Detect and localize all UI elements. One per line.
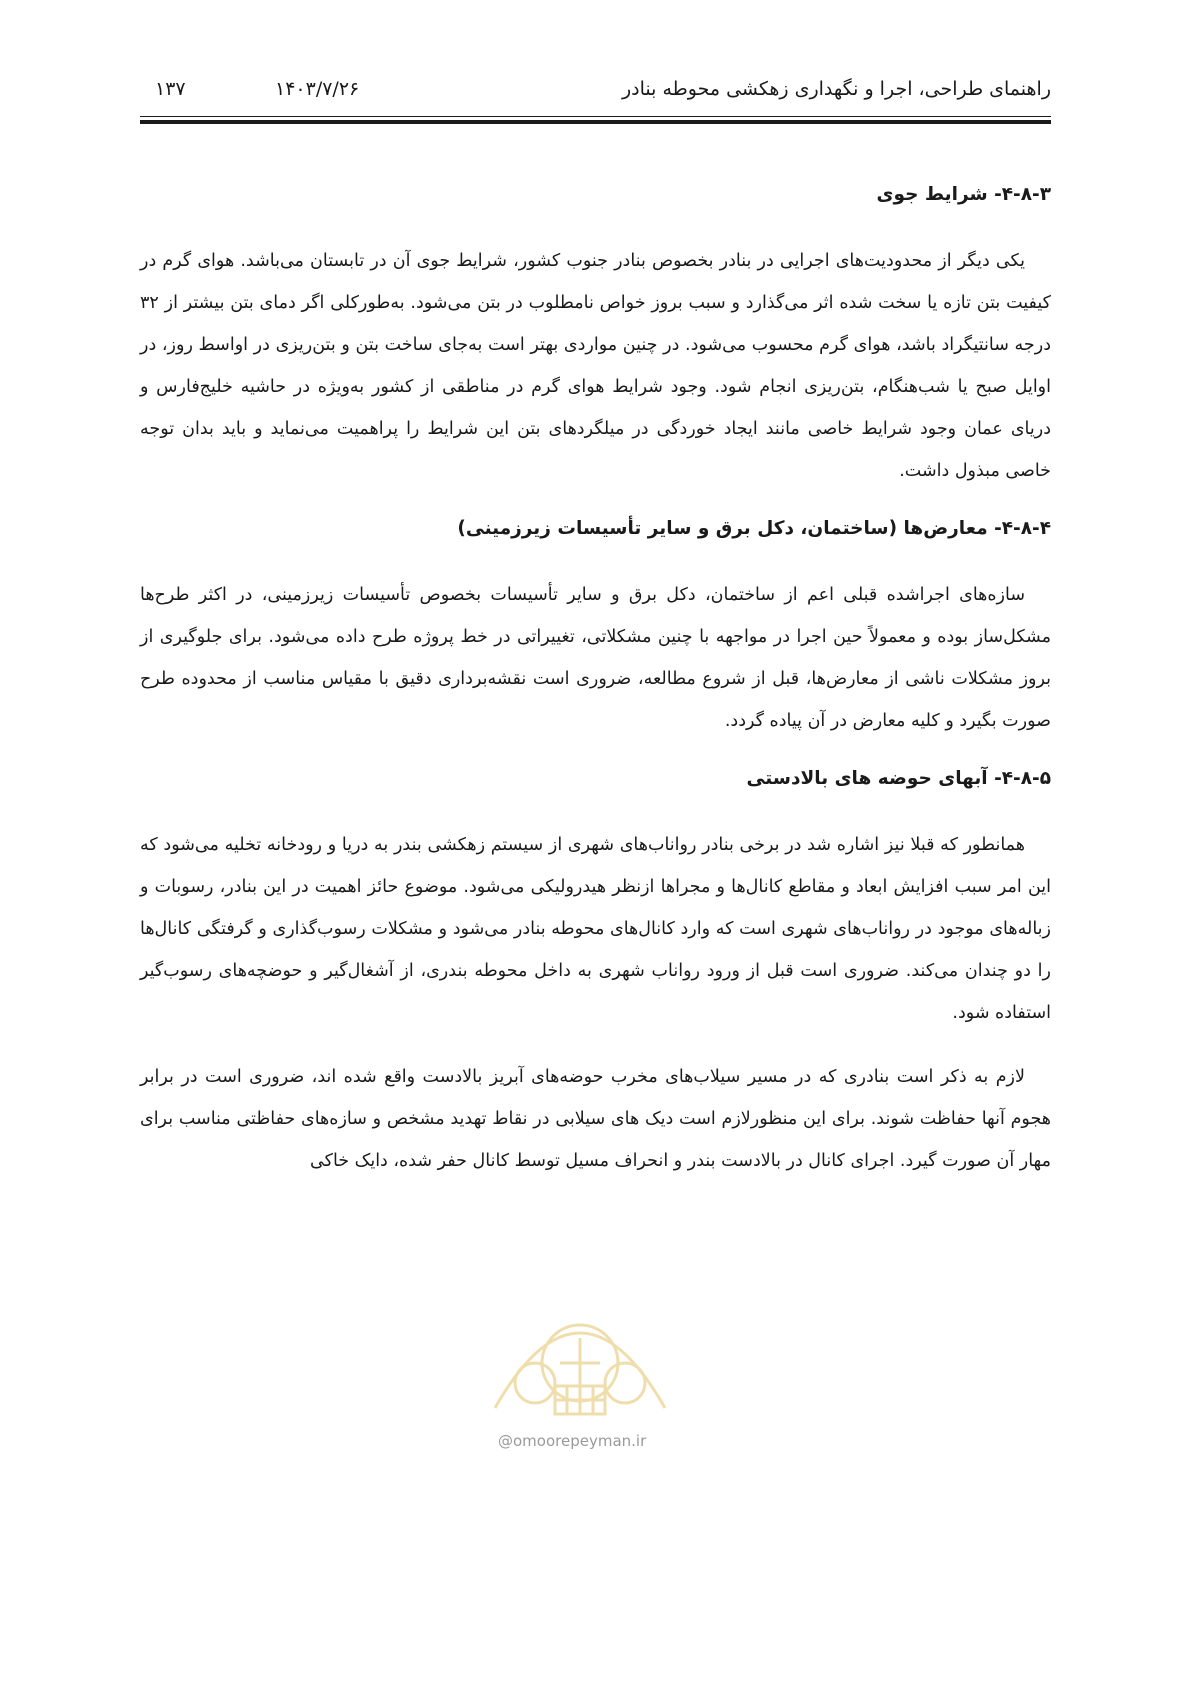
section-heading: ۴-۸-۴- معارض‌ها (ساختمان، دکل برق و سایر تأسیسات زیرزمینی)	[457, 518, 1051, 539]
section-obstacles	[140, 514, 1051, 742]
page-header	[140, 78, 1051, 108]
watermark-logo-icon	[455, 1268, 705, 1418]
section-heading: ۴-۸-۵- آبهای حوضه های بالادستی	[746, 768, 1051, 789]
header-divider-thin	[140, 116, 1051, 117]
document-title: راهنمای طراحی، اجرا و نگهداری زهکشی محوطه بنادر	[621, 78, 1051, 100]
document-date: ۱۴۰۳/۷/۲۶	[275, 78, 360, 100]
header-divider-thick	[140, 120, 1051, 124]
paragraph: همانطور که قبلا نیز اشاره شد در برخی بنادر رواناب‌های شهری از سیستم زهکشی بندر به دریا و رودخانه تخلیه می‌شود که این امر سبب افزایش ابعاد و مقاطع کانال‌ها و مجراها ازنظر هیدرولیکی می‌شود. موضوع حائز اهمیت در این بنادر، رسوبات و زباله‌های موجود در رواناب‌های شهری است که وارد کانال‌های محوطه بنادر می‌شود و مشکلات رسوب‌گذاری و گرفتگی کانال‌ها را دو چندان می‌کند. ضروری است قبل از ورود رواناب شهری به داخل محوطه بندری، از آشغال‌گیر و حوضچه‌های رسوب‌گیر استفاده شود.	[140, 835, 1051, 1023]
paragraph: لازم به ذکر است بنادری که در مسیر سیلاب‌های مخرب حوضه‌های آبریز بالادست واقع شده اند، ضروری است در برابر هجوم آنها حفاظت شوند. برای این منظورلازم است دیک های سیلابی در نقاط تهدید مشخص و سازه‌های حفاظتی مناسب برای مهار آن صورت گیرد. اجرای کانال در بالادست بندر و انحراف مسیل توسط کانال حفر شده، دایک خاکی	[140, 1067, 1051, 1171]
page-number: ۱۳۷	[155, 78, 186, 100]
page-body	[140, 180, 1051, 1204]
paragraph: سازه‌های اجراشده قبلی اعم از ساختمان، دکل برق و سایر تأسیسات بخصوص تأسیسات زیرزمینی، در اکثر طرح‌ها مشکل‌ساز بوده و معمولاً حین اجرا در مواجهه با چنین مشکلاتی، تغییراتی در خط پروژه طرح داده می‌شود. برای جلوگیری از بروز مشکلات ناشی از معارض‌ها، قبل از شروع مطالعه، ضروری است نقشه‌برداری دقیق با مقیاس مناسب از محدوده طرح صورت بگیرد و کلیه معارض در آن پیاده گردد.	[140, 585, 1051, 731]
paragraph: یکی دیگر از محدودیت‌های اجرایی در بنادر بخصوص بنادر جنوب کشور، شرایط جوی آن در تابستان می‌باشد. هوای گرم در کیفیت بتن تازه یا سخت شده اثر می‌گذارد و سبب بروز خواص نامطلوب در بتن می‌شود. به‌طورکلی اگر دمای بتن بیشتر از ۳۲ درجه سانتیگراد باشد، هوای گرم محسوب می‌شود. در چنین مواردی بهتر است به‌جای ساخت بتن و بتن‌ریزی در اواسط روز، در اوایل صبح یا شب‌هنگام، بتن‌ریزی انجام شود. وجود شرایط هوای گرم در مناطقی از کشور به‌ویژه در حاشیه خلیج‌فارس و دریای عمان وجود شرایط خاصی مانند ایجاد خوردگی در میلگردهای بتن این شرایط را پراهمیت می‌نماید و باید بدان توجه خاصی مبذول داشت.	[140, 251, 1051, 481]
section-weather	[140, 180, 1051, 492]
section-heading: ۴-۸-۳- شرایط جوی	[876, 184, 1051, 205]
section-upstream-waters	[140, 764, 1051, 1182]
watermark-text: @omoorepeyman.ir	[498, 1432, 647, 1450]
